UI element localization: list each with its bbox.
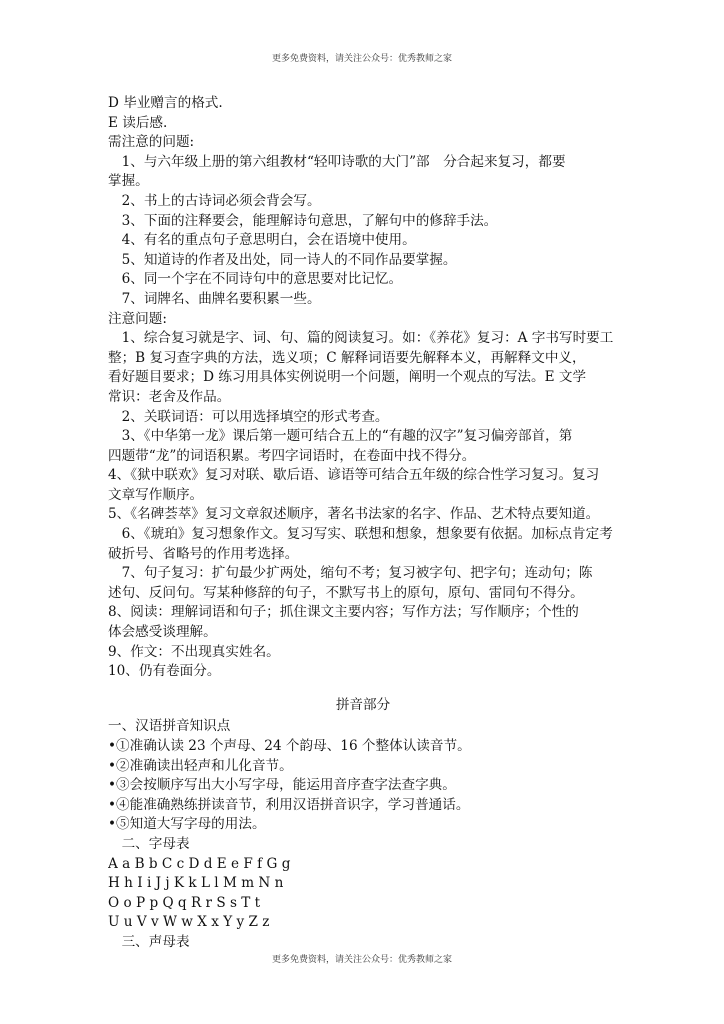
text-line: 四题带“龙”的词语积累。考四字词语时，在卷面中找不得分。 (108, 447, 476, 464)
text-line: 3、下面的注释要会，能理解诗句意思，了解句中的修辞手法。 (108, 212, 498, 229)
text-line: 1、与六年级上册的第六组教材“轻叩诗歌的大门”部 分合起来复习，都要 (108, 153, 566, 170)
text-line: •④能准确熟练拼读音节，利用汉语拼音识字，学习普通话。 (108, 796, 470, 813)
text-line: 4、《狱中联欢》复习对联、歇后语、谚语等可结合五年级的综合性学习复习。复习 (108, 467, 600, 484)
text-line: 7、词牌名、曲牌名要积累一些。 (108, 290, 321, 307)
text-line: 9、作文：不出现真实姓名。 (108, 643, 280, 660)
alphabet-row: O o P p Q q R r S s T t (108, 894, 261, 911)
text-line: 8、阅读：理解词语和句子；抓住课文主要内容；写作方法；写作顺序；个性的 (108, 604, 579, 621)
text-line: 4、有名的重点句子意思明白，会在语境中使用。 (108, 232, 416, 249)
text-line: 2、书上的古诗词必须会背会写。 (108, 192, 321, 209)
alphabet-row: A a B b C c D d E e F f G g (108, 855, 291, 872)
text-line: 6、同一个字在不同诗句中的意思要对比记忆。 (108, 271, 403, 288)
text-line: 看好题目要求；D 练习用具体实例说明一个问题，阐明一个观点的写法。E 文学 (108, 369, 587, 386)
text-line: •⑤知道大写字母的用法。 (108, 816, 266, 833)
text-line: 6、《琥珀》复习想象作文。复习写实、联想和想象，想象要有依据。加标点肯定考 (108, 526, 613, 543)
pinyin-section (108, 717, 618, 952)
alphabet-row: U u V v W w X x Y y Z z (108, 914, 270, 931)
text-line: 注意问题: (108, 310, 167, 327)
text-line: 5、《名碑荟萃》复习文章叙述顺序，著名书法家的名字、作品、艺术特点要知道。 (108, 506, 600, 523)
text-line: •①准确认读 23 个声母、24 个韵母、16 个整体认读音节。 (108, 738, 471, 754)
text-line: 掌握。 (108, 173, 149, 190)
page-footer-note: 更多免费资料，请关注公众号：优秀教师之家 (271, 955, 452, 965)
text-line: 1、综合复习就是字、词、句、篇的阅读复习。如：《养花》复习：A 字书写时要工 (108, 330, 614, 347)
section-title: 拼音部分 (335, 696, 391, 713)
text-line: 7、句子复习：扩句最少扩两处，缩句不考；复习被字句、把字句；连动句；陈 (108, 565, 593, 582)
text-line: 文章写作顺序。 (108, 486, 204, 503)
text-line: •②准确读出轻声和儿化音节。 (108, 757, 293, 774)
page-header-note: 更多免费资料，请关注公众号：优秀教师之家 (271, 54, 452, 64)
text-line: 5、知道诗的作者及出处，同一诗人的不同作品要掌握。 (108, 251, 457, 268)
text-line: D 毕业赠言的格式. (108, 95, 223, 111)
text-line: 需注意的问题: (108, 134, 195, 151)
review-notes-section (108, 94, 618, 682)
text-line: •③会按顺序写出大小写字母，能运用音序查字法查字典。 (108, 777, 456, 794)
text-line: 10、仍有卷面分。 (108, 663, 221, 680)
text-line: 二、字母表 (108, 835, 190, 852)
text-line: 常识：老舍及作品。 (108, 388, 231, 405)
text-line: 整；B 复习查字典的方法，选义项；C 解释词语要先解释本义，再解释文中义， (108, 349, 586, 366)
text-line: 2、关联词语：可以用选择填空的形式考查。 (108, 408, 389, 425)
text-line: 3、《中华第一龙》课后第一题可结合五上的“有趣的汉字”复习偏旁部首，第 (108, 428, 573, 445)
text-line: 一、汉语拼音知识点 (108, 718, 231, 735)
text-line: E 读后感. (108, 114, 168, 131)
text-line: 破折号、省略号的作用考选择。 (108, 545, 299, 562)
text-line: 体会感受谈理解。 (108, 624, 217, 641)
text-line: 三、声母表 (108, 933, 190, 950)
text-line: 述句、反问句。写某种修辞的句子，不默写书上的原句，原句、雷同句不得分。 (108, 584, 584, 601)
document-body (108, 94, 618, 953)
alphabet-row: H h I i J j K k L l M m N n (108, 875, 284, 892)
